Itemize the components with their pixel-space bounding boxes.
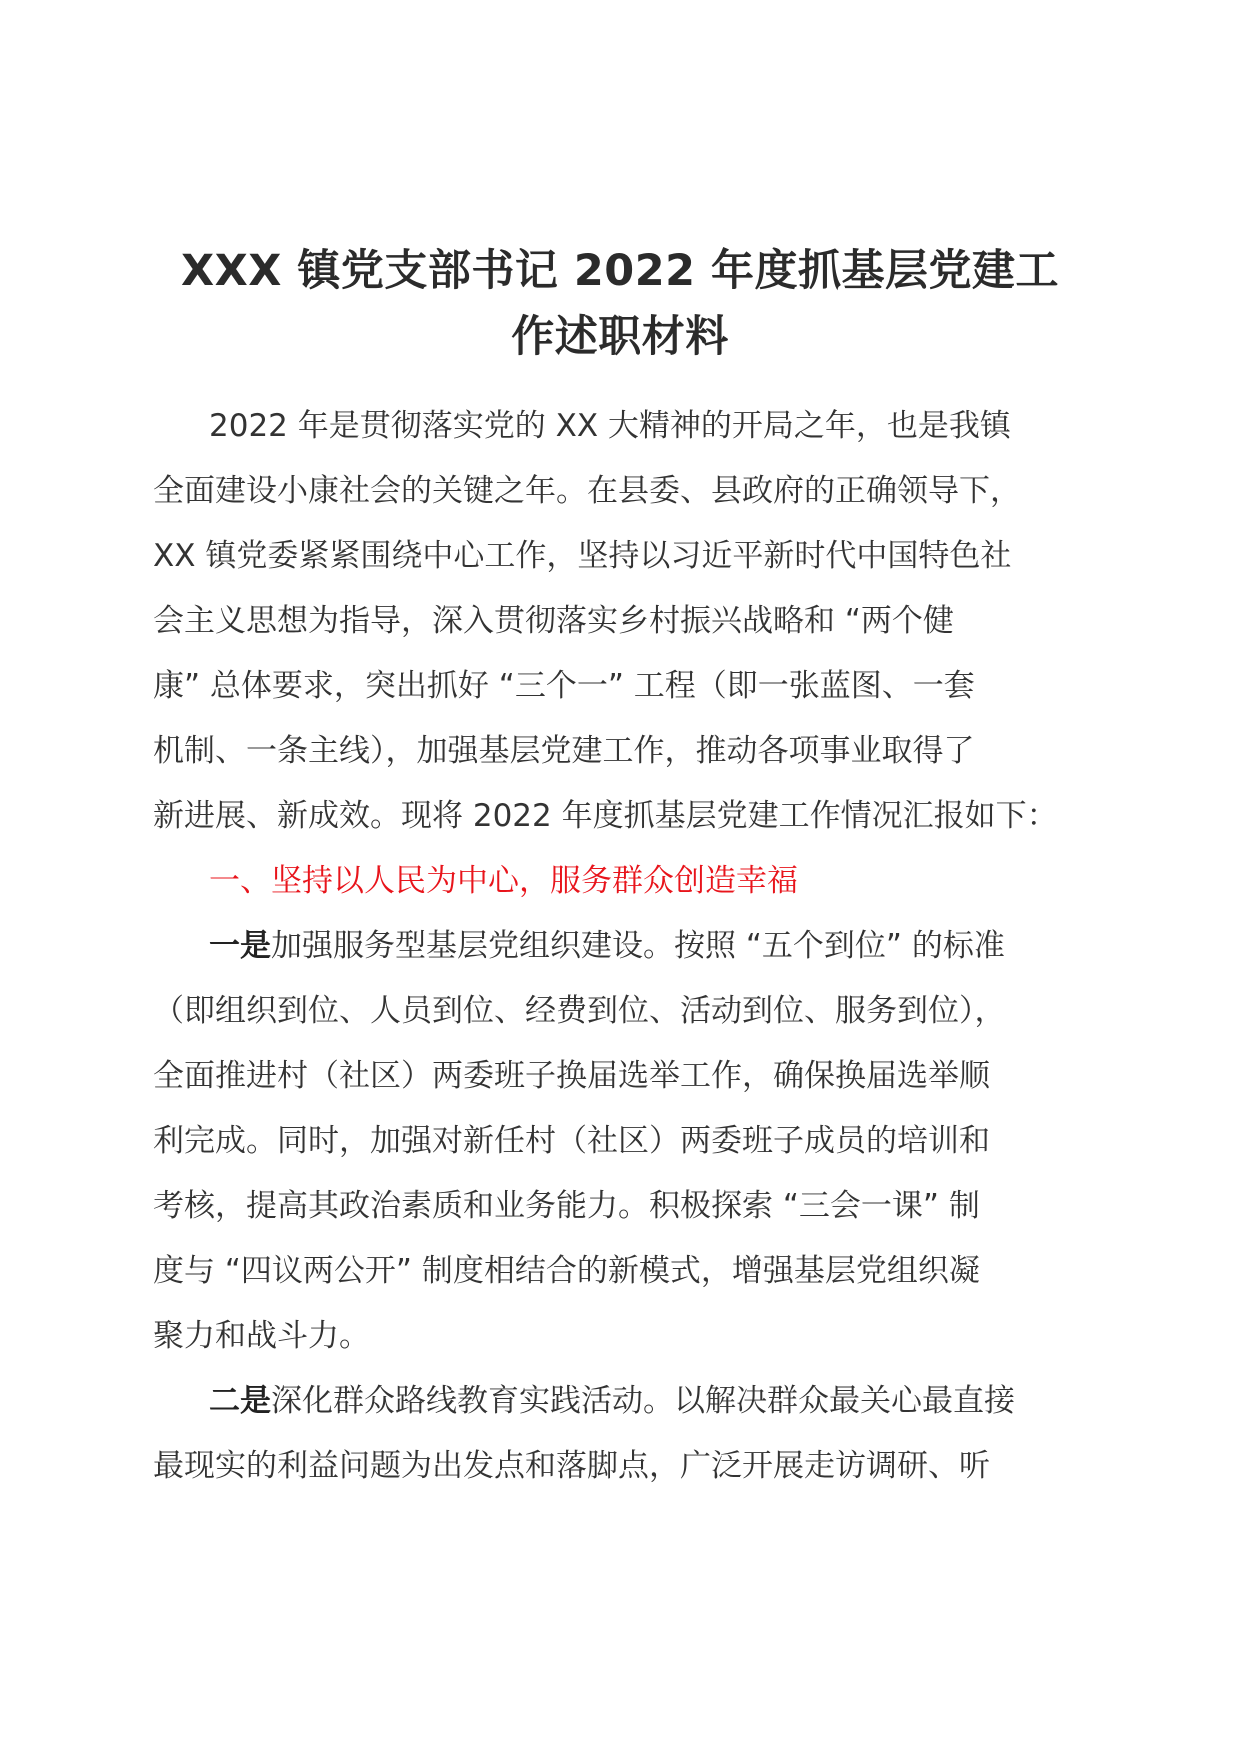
item-2-first-line <box>153 1369 1123 1434</box>
item-1-line-7: 聚力和战斗力。 <box>153 1318 370 1354</box>
intro-line-1: 2022 年是贯彻落实党的 XX 大精神的开局之年，也是我镇 <box>209 408 1011 444</box>
item-1-lead: 一是 <box>209 928 271 964</box>
item-2-line-2: 最现实的利益问题为出发点和落脚点，广泛开展走访调研、听 <box>153 1448 990 1484</box>
item-1-line-6: 度与 “四议两公开” 制度相结合的新模式，增强基层党组织凝 <box>153 1253 980 1289</box>
item-1-line-5: 考核，提高其政治素质和业务能力。积极探索 “三会一课” 制 <box>153 1188 980 1224</box>
section-heading-1: 一、坚持以人民为中心，服务群众创造幸福 <box>209 863 798 899</box>
title-line-2: 作述职材料 <box>511 312 729 362</box>
item-2-paragraph <box>153 1369 1123 1499</box>
item-1-first-line-text: 加强服务型基层党组织建设。按照 “五个到位” 的标准 <box>271 928 1005 964</box>
intro-line-6: 机制、一条主线），加强基层党建工作，推动各项事业取得了 <box>153 733 975 769</box>
item-2-first-line-text: 深化群众路线教育实践活动。以解决群众最关心最直接 <box>271 1383 1015 1419</box>
intro-line-3: XX 镇党委紧紧围绕中心工作，坚持以习近平新时代中国特色社 <box>153 538 1012 574</box>
intro-line-7: 新进展、新成效。现将 2022 年度抓基层党建工作情况汇报如下： <box>153 798 1058 834</box>
item-1-first-line <box>153 914 1123 979</box>
title-line-1: XXX 镇党支部书记 2022 年度抓基层党建工 <box>180 246 1060 296</box>
document-title <box>140 238 1100 370</box>
item-2-lead: 二是 <box>209 1383 271 1419</box>
intro-line-2: 全面建设小康社会的关键之年。在县委、县政府的正确领导下， <box>153 473 1021 509</box>
intro-line-4: 会主义思想为指导，深入贯彻落实乡村振兴战略和 “两个健 <box>153 603 954 639</box>
item-1-line-4: 利完成。同时，加强对新任村（社区）两委班子成员的培训和 <box>153 1123 990 1159</box>
item-1-line-3: 全面推进村（社区）两委班子换届选举工作，确保换届选举顺 <box>153 1058 990 1094</box>
intro-line-5: 康” 总体要求，突出抓好 “三个一” 工程（即一张蓝图、一套 <box>153 668 975 704</box>
item-1-paragraph <box>153 914 1123 1369</box>
item-1-line-2: （即组织到位、人员到位、经费到位、活动到位、服务到位）， <box>153 993 1006 1029</box>
intro-paragraph <box>153 394 1123 849</box>
document-body <box>153 394 1123 1499</box>
